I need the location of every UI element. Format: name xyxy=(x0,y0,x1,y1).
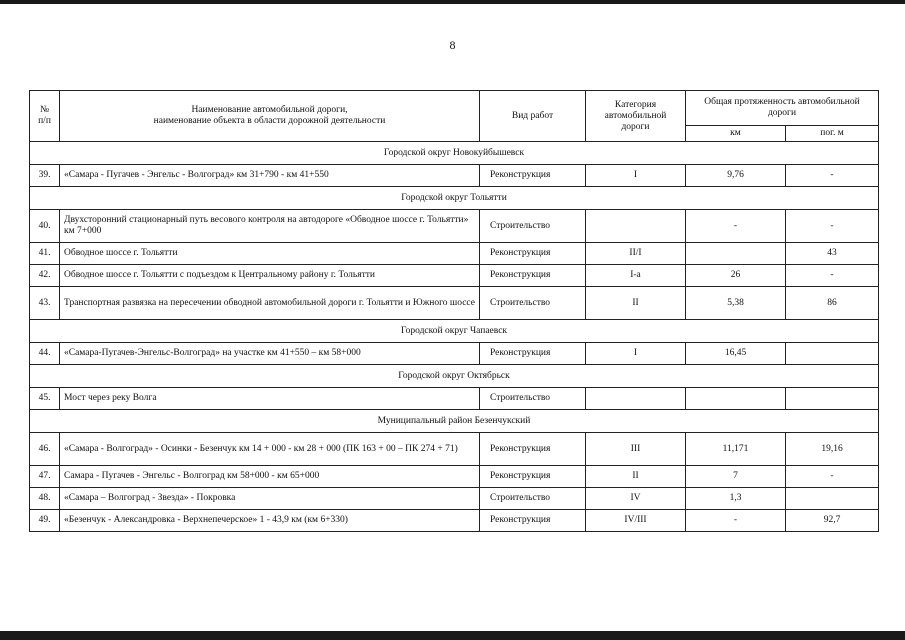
row-pm xyxy=(786,488,879,510)
header-name xyxy=(60,91,480,142)
row-work-type: Строительство xyxy=(480,210,586,243)
row-category: II xyxy=(586,466,686,488)
row-km: 5,38 xyxy=(686,287,786,320)
roads-table xyxy=(29,90,879,532)
row-km xyxy=(686,388,786,410)
row-pm xyxy=(786,388,879,410)
row-km xyxy=(686,243,786,265)
row-work-type: Реконструкция xyxy=(480,243,586,265)
row-km: 26 xyxy=(686,265,786,287)
section-title: Городской округ Новокуйбышевск xyxy=(30,142,879,165)
row-number: 46. xyxy=(30,433,60,466)
row-name: «Самара - Пугачев - Энгельс - Волгоград» км 31+790 - км 41+550 xyxy=(60,165,480,187)
row-name: Обводное шоссе г. Тольятти с подъездом к Центральному району г. Тольятти xyxy=(60,265,480,287)
header-km-text: км xyxy=(730,128,741,138)
row-category: IV xyxy=(586,488,686,510)
row-work-type: Реконструкция xyxy=(480,433,586,466)
row-km: 7 xyxy=(686,466,786,488)
row-category: I xyxy=(586,165,686,187)
table-row xyxy=(30,343,879,365)
header-length xyxy=(686,91,879,126)
row-km: 9,76 xyxy=(686,165,786,187)
row-name: «Самара - Волгоград» - Осинки - Безенчук км 14 + 000 - км 28 + 000 (ПК 163 + 00 – ПК 274 + 71) xyxy=(60,433,480,466)
section-row xyxy=(30,365,879,388)
header-km xyxy=(686,126,786,142)
row-pm: 86 xyxy=(786,287,879,320)
header-number xyxy=(30,91,60,142)
row-work-type: Реконструкция xyxy=(480,265,586,287)
table-row xyxy=(30,466,879,488)
header-number-text: № п/п xyxy=(38,105,51,126)
row-name: Обводное шоссе г. Тольятти xyxy=(60,243,480,265)
table-row xyxy=(30,287,879,320)
row-pm: - xyxy=(786,210,879,243)
row-work-type: Строительство xyxy=(480,388,586,410)
section-title: Муниципальный район Безенчукский xyxy=(30,410,879,433)
scan-top-edge xyxy=(0,0,905,4)
row-category: II xyxy=(586,287,686,320)
row-number: 47. xyxy=(30,466,60,488)
row-number: 40. xyxy=(30,210,60,243)
row-number: 42. xyxy=(30,265,60,287)
row-work-type: Реконструкция xyxy=(480,343,586,365)
section-title: Городской округ Чапаевск xyxy=(30,320,879,343)
row-work-type: Реконструкция xyxy=(480,466,586,488)
row-pm: - xyxy=(786,265,879,287)
header-name-text: Наименование автомобильной дороги, наименование объекта в области дорожной деятельности xyxy=(153,105,386,126)
row-number: 48. xyxy=(30,488,60,510)
header-work-type xyxy=(480,91,586,142)
section-row xyxy=(30,187,879,210)
row-work-type: Реконструкция xyxy=(480,510,586,532)
row-km: - xyxy=(686,510,786,532)
row-category: I-a xyxy=(586,265,686,287)
row-pm: 92,7 xyxy=(786,510,879,532)
row-km: 1,3 xyxy=(686,488,786,510)
row-pm xyxy=(786,343,879,365)
header-work-type-text: Вид работ xyxy=(511,110,554,121)
row-pm: 43 xyxy=(786,243,879,265)
row-name: «Безенчук - Александровка - Верхнепечерское» 1 - 43,9 км (км 6+330) xyxy=(60,510,480,532)
row-name: Двухсторонний стационарный путь весового контроля на автодороге «Обводное шоссе г. Тольятти» км 7+000 xyxy=(60,210,480,243)
row-work-type: Строительство xyxy=(480,287,586,320)
row-category xyxy=(586,388,686,410)
section-row xyxy=(30,320,879,343)
header-length-text: Общая протяженность автомобильной дороги xyxy=(704,97,860,118)
row-name: Мост через реку Волга xyxy=(60,388,480,410)
row-name: «Самара – Волгоград - Звезда» - Покровка xyxy=(60,488,480,510)
header-pm-text: пог. м xyxy=(820,128,844,138)
table-row xyxy=(30,510,879,532)
row-km: 11,171 xyxy=(686,433,786,466)
section-row xyxy=(30,142,879,165)
header-pm xyxy=(786,126,879,142)
table-row xyxy=(30,165,879,187)
table-row xyxy=(30,243,879,265)
section-title: Городской округ Октябрьск xyxy=(30,365,879,388)
row-km: 16,45 xyxy=(686,343,786,365)
row-number: 49. xyxy=(30,510,60,532)
row-pm: - xyxy=(786,466,879,488)
table-row xyxy=(30,488,879,510)
table-row xyxy=(30,433,879,466)
row-pm: 19,16 xyxy=(786,433,879,466)
row-number: 41. xyxy=(30,243,60,265)
row-number: 45. xyxy=(30,388,60,410)
table-row xyxy=(30,388,879,410)
row-name: «Самара-Пугачев-Энгельс-Волгоград» на участке км 41+550 – км 58+000 xyxy=(60,343,480,365)
row-category: IV/III xyxy=(586,510,686,532)
row-pm: - xyxy=(786,165,879,187)
row-name: Транспортная развязка на пересечении обводной автомобильной дороги г. Тольятти и Южного шоссе xyxy=(60,287,480,320)
row-category: I xyxy=(586,343,686,365)
row-category xyxy=(586,210,686,243)
table-row xyxy=(30,265,879,287)
header-category xyxy=(586,91,686,142)
row-work-type: Реконструкция xyxy=(480,165,586,187)
row-name: Самара - Пугачев - Энгельс - Волгоград км 58+000 - км 65+000 xyxy=(60,466,480,488)
section-row xyxy=(30,410,879,433)
row-number: 43. xyxy=(30,287,60,320)
row-work-type: Строительство xyxy=(480,488,586,510)
row-category: III xyxy=(586,433,686,466)
scan-bottom-edge xyxy=(0,631,905,640)
header-category-text: Категория автомобильной дороги xyxy=(604,99,667,132)
row-km: - xyxy=(686,210,786,243)
table-body xyxy=(30,142,879,532)
section-title: Городской округ Тольятти xyxy=(30,187,879,210)
row-number: 39. xyxy=(30,165,60,187)
row-category: II/I xyxy=(586,243,686,265)
row-number: 44. xyxy=(30,343,60,365)
table-row xyxy=(30,210,879,243)
page-number: 8 xyxy=(449,38,456,52)
